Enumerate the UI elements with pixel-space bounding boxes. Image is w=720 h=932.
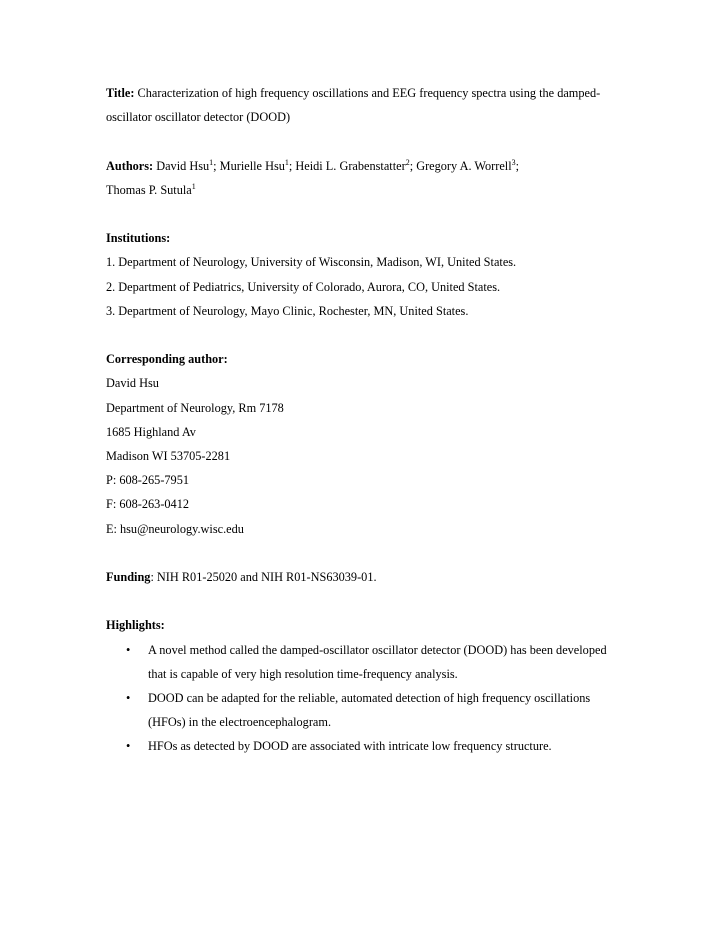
bullet-icon: • [126, 739, 131, 754]
author: Heidi L. Grabenstatter$^2$; [295, 157, 417, 173]
title-text: Characterization of high frequency oscillations and EEG frequency spectra using the damped-oscillator oscillator detector (DOOD) [106, 86, 601, 125]
authors-label: Authors: [106, 158, 154, 173]
corresponding-heading: Corresponding author: [106, 352, 228, 367]
highlights-heading: Highlights: [106, 618, 165, 633]
institution-item: 2. Department of Pediatrics, University of Colorado, Aurora, CO, United States. [106, 279, 501, 294]
institution-item: 1. Department of Neurology, University of Wisconsin, Madison, WI, United States. [106, 255, 517, 270]
institutions-block [106, 226, 626, 323]
corresponding-department: Department of Neurology, Rm 7178 [106, 400, 284, 415]
funding-label: Funding [106, 570, 151, 584]
title-page [106, 81, 626, 759]
funding-block [106, 565, 626, 589]
funding-text: : NIH R01-25020 and NIH R01-NS63039-01. [150, 570, 377, 584]
bullet-icon: • [126, 642, 131, 657]
author: David Hsu$^1$; [156, 157, 220, 173]
highlight-item: • HFOs as detected by DOOD are associated with intricate low frequency structure. [106, 734, 626, 758]
authors-block [106, 154, 626, 202]
title-block [106, 81, 626, 129]
author: Murielle Hsu$^1$; [219, 157, 296, 173]
corresponding-author-block [106, 347, 626, 541]
author: Thomas P. Sutula$^1$ [106, 181, 196, 197]
highlight-item: • A novel method called the damped-oscillator oscillator detector (DOOD) has been developed that is capable of very high resolution time-frequency analysis. [106, 638, 626, 686]
author: Gregory A. Worrell$^3$; [416, 157, 520, 173]
highlights-list [106, 638, 626, 759]
corresponding-fax: F: 608-263-0412 [106, 497, 190, 512]
bullet-icon: • [126, 691, 131, 705]
corresponding-street: 1685 Highland Av [106, 424, 196, 439]
corresponding-name: David Hsu [106, 376, 159, 391]
highlights-block [106, 613, 626, 758]
highlight-item: • DOOD can be adapted for the reliable, automated detection of high frequency oscillations (HFOs) in the electroencephalogram. [106, 686, 626, 734]
corresponding-email[interactable]: E: hsu@neurology.wisc.edu [106, 521, 244, 536]
corresponding-city: Madison WI 53705-2281 [106, 449, 231, 463]
title-label: Title: [106, 86, 135, 100]
institutions-heading: Institutions: [106, 231, 171, 246]
corresponding-phone: P: 608-265-7951 [106, 473, 190, 488]
institution-item: 3. Department of Neurology, Mayo Clinic, Rochester, MN, United States. [106, 303, 469, 318]
